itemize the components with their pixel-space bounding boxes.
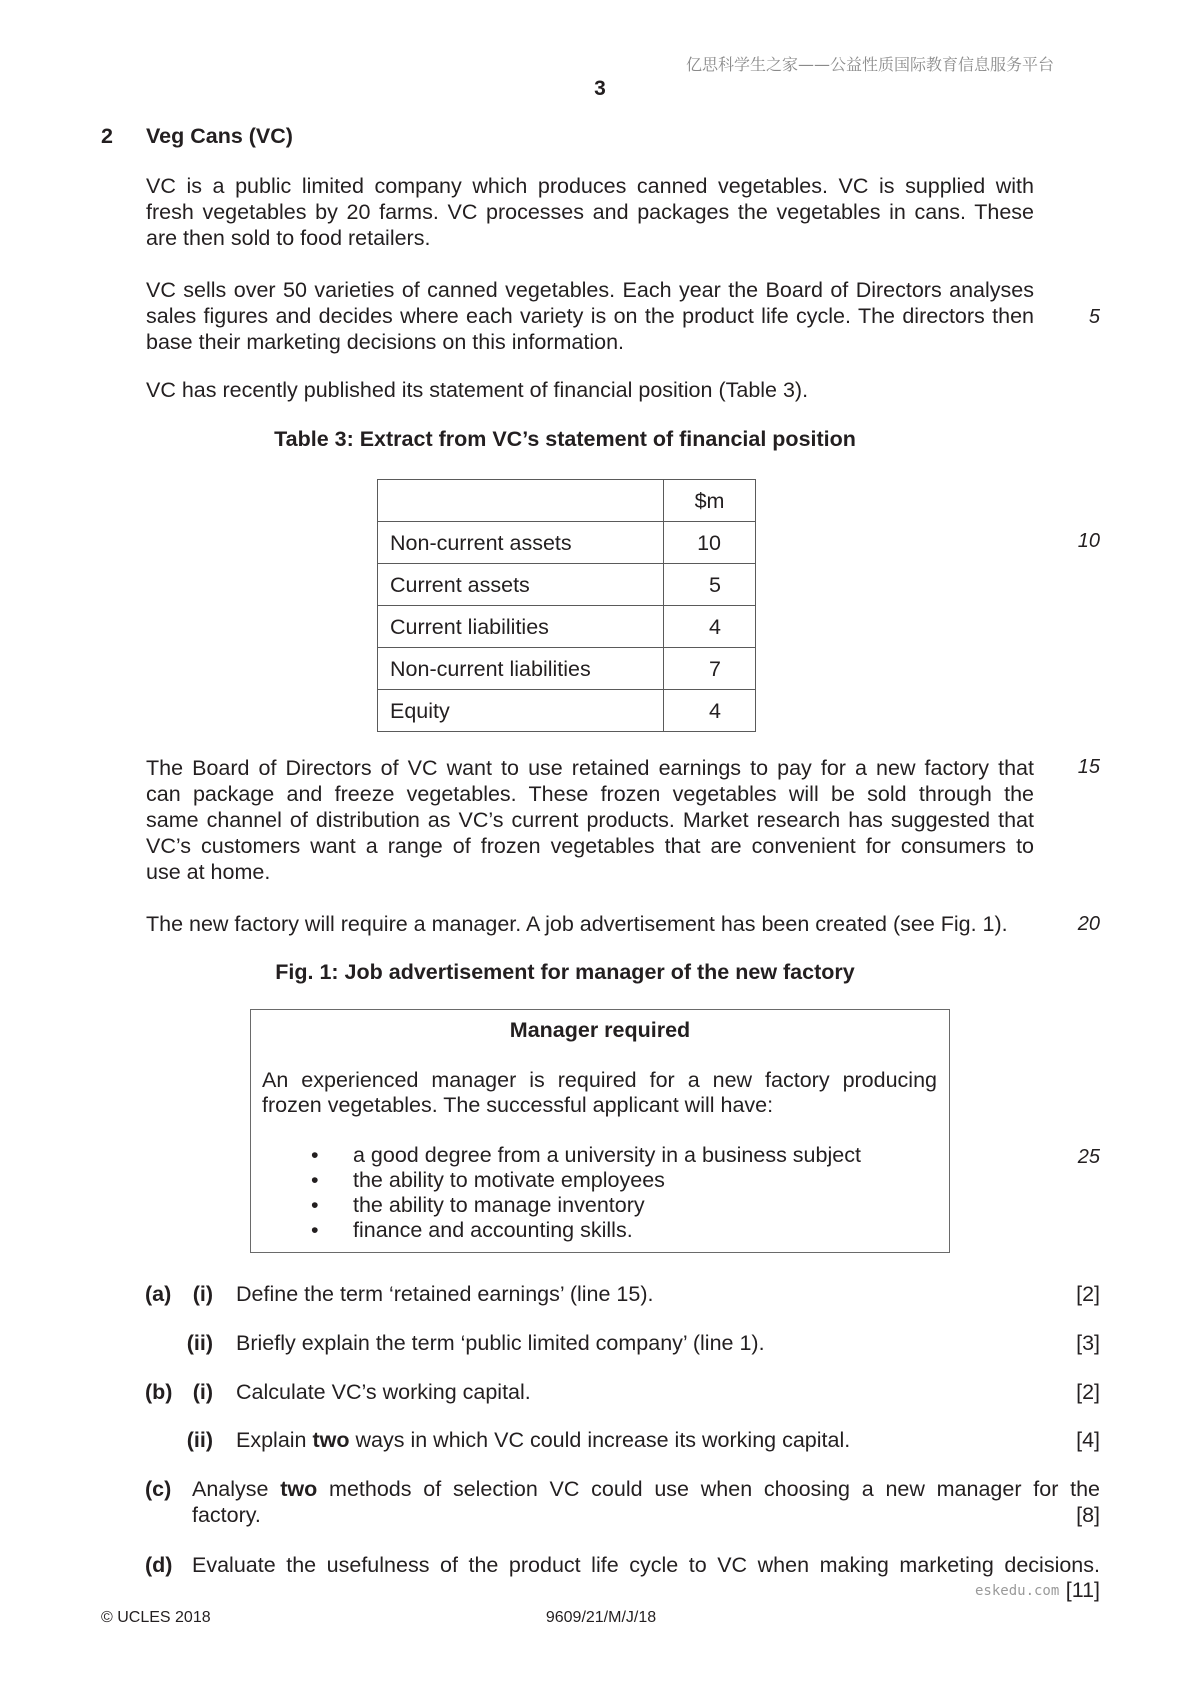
table-item-value: 5 bbox=[664, 564, 756, 606]
line-number-20: 20 bbox=[1077, 913, 1100, 935]
part-a-ii-label: (ii) bbox=[186, 1331, 213, 1355]
table-caption: Table 3: Extract from VC’s statement of financial position bbox=[274, 427, 856, 451]
table-item-label: Non-current liabilities bbox=[378, 648, 664, 690]
part-b-ii-question bbox=[236, 1427, 850, 1453]
part-a-ii-question: Briefly explain the term ‘public limited company’ (line 1). bbox=[236, 1331, 765, 1355]
part-d-marks: [11] bbox=[1065, 1578, 1100, 1602]
text-line: The Board of Directors of VC want to use retained earnings to pay for a new factory that bbox=[146, 756, 1034, 780]
question-text: ways in which VC could increase its working capital. bbox=[349, 1428, 851, 1452]
line-number-5: 5 bbox=[1088, 306, 1100, 328]
part-c-marks: [8] bbox=[1076, 1503, 1100, 1527]
text-line: VC’s customers want a range of frozen vegetables that are convenient for consumers to bbox=[146, 834, 1034, 858]
bullet-item: the ability to manage inventory bbox=[353, 1193, 645, 1217]
bullet-icon: • bbox=[311, 1193, 319, 1217]
table-item-label: Current assets bbox=[378, 564, 664, 606]
site-watermark: eskedu.com bbox=[975, 1583, 1060, 1599]
question-text: Explain bbox=[236, 1428, 313, 1452]
question-text: methods of selection VC could use when choosing a new manager for the bbox=[317, 1477, 1100, 1501]
emphasis-text: two bbox=[312, 1428, 350, 1452]
case-paragraph-3 bbox=[146, 377, 1034, 403]
bullet-item: the ability to motivate employees bbox=[353, 1168, 665, 1192]
part-b-label: (b) bbox=[145, 1380, 173, 1404]
table-item-value: 10 bbox=[664, 522, 756, 564]
bullet-icon: • bbox=[311, 1168, 319, 1192]
text-line: VC sells over 50 varieties of canned vegetables. Each year the Board of Directors analyses bbox=[146, 278, 1034, 302]
case-paragraph-1 bbox=[146, 173, 1034, 251]
table-item-value: 7 bbox=[664, 648, 756, 690]
emphasis-text: two bbox=[280, 1477, 318, 1501]
part-a-ii-marks: [3] bbox=[1076, 1331, 1100, 1355]
text-line: use at home. bbox=[146, 860, 271, 884]
text-line: frozen vegetables. The successful applicant will have: bbox=[262, 1093, 774, 1117]
table-unit-header: $m bbox=[664, 480, 756, 522]
text-line: same channel of distribution as VC’s current products. Market research has suggested that bbox=[146, 808, 1034, 832]
table-row bbox=[378, 564, 756, 606]
question-title: Veg Cans (VC) bbox=[146, 124, 293, 148]
part-d-label: (d) bbox=[145, 1553, 173, 1577]
text-line bbox=[192, 1476, 1100, 1502]
table-item-label: Current liabilities bbox=[378, 606, 664, 648]
question-text: Analyse bbox=[192, 1477, 281, 1501]
bullet-icon: • bbox=[311, 1143, 319, 1167]
part-c-label: (c) bbox=[145, 1477, 172, 1501]
financial-position-table bbox=[377, 479, 756, 732]
text-line: VC has recently published its statement of financial position (Table 3). bbox=[146, 378, 809, 402]
table-row bbox=[378, 606, 756, 648]
table-item-label: Non-current assets bbox=[378, 522, 664, 564]
copyright-notice: © UCLES 2018 bbox=[101, 1609, 211, 1626]
page-number: 3 bbox=[594, 77, 606, 100]
text-line: An experienced manager is required for a new factory producing bbox=[262, 1068, 937, 1092]
part-a-i-label: (i) bbox=[192, 1282, 213, 1306]
job-advertisement-box bbox=[250, 1009, 950, 1253]
line-number-15: 15 bbox=[1077, 756, 1100, 778]
table-row bbox=[378, 648, 756, 690]
paper-code: 9609/21/M/J/18 bbox=[545, 1609, 657, 1626]
part-b-i-marks: [2] bbox=[1076, 1380, 1100, 1404]
text-line: VC is a public limited company which produces canned vegetables. VC is supplied with bbox=[146, 174, 1034, 198]
part-a-label: (a) bbox=[145, 1282, 172, 1306]
text-line: Evaluate the usefulness of the product life cycle to VC when making marketing decisions. bbox=[192, 1553, 1100, 1577]
text-line: are then sold to food retailers. bbox=[146, 226, 431, 250]
advert-heading: Manager required bbox=[509, 1018, 691, 1042]
table-item-label: Equity bbox=[378, 690, 664, 732]
part-d-question bbox=[192, 1552, 1100, 1578]
line-number-25: 25 bbox=[1077, 1146, 1100, 1168]
table-item-value: 4 bbox=[664, 606, 756, 648]
table-item-value: 4 bbox=[664, 690, 756, 732]
bullet-item: a good degree from a university in a business subject bbox=[353, 1143, 861, 1167]
text-line: fresh vegetables by 20 farms. VC processes and packages the vegetables in cans. These bbox=[146, 200, 1034, 224]
line-number-10: 10 bbox=[1077, 530, 1100, 552]
part-b-i-label: (i) bbox=[192, 1380, 213, 1404]
part-c-question bbox=[192, 1476, 1100, 1528]
part-b-ii-marks: [4] bbox=[1076, 1428, 1100, 1452]
text-line: sales figures and decides where each variety is on the product life cycle. The directors then bbox=[146, 304, 1034, 328]
text-line: can package and freeze vegetables. These frozen vegetables will be sold through the bbox=[146, 782, 1034, 806]
question-number: 2 bbox=[101, 124, 113, 148]
part-a-i-question: Define the term ‘retained earnings’ (line 15). bbox=[236, 1282, 654, 1306]
table-header-row bbox=[378, 480, 756, 522]
text-line: base their marketing decisions on this information. bbox=[146, 330, 625, 354]
text-line: factory. bbox=[192, 1503, 261, 1527]
table-row bbox=[378, 522, 756, 564]
text-line: The new factory will require a manager. A job advertisement has been created (see Fig. 1). bbox=[146, 912, 1008, 936]
case-paragraph-4 bbox=[146, 755, 1034, 885]
bullet-item: finance and accounting skills. bbox=[353, 1218, 633, 1242]
part-b-ii-label: (ii) bbox=[186, 1428, 213, 1452]
table-header-blank-cell bbox=[378, 480, 664, 522]
part-a-i-marks: [2] bbox=[1076, 1282, 1100, 1306]
table-row bbox=[378, 690, 756, 732]
case-paragraph-5 bbox=[146, 911, 1034, 937]
site-banner-watermark: 亿思科学生之家——公益性质国际教育信息服务平台 bbox=[685, 55, 1054, 74]
figure-caption: Fig. 1: Job advertisement for manager of the new factory bbox=[275, 960, 855, 984]
part-b-i-question: Calculate VC’s working capital. bbox=[236, 1380, 531, 1404]
case-paragraph-2 bbox=[146, 277, 1034, 355]
bullet-icon: • bbox=[311, 1218, 319, 1242]
advert-intro bbox=[262, 1068, 937, 1118]
